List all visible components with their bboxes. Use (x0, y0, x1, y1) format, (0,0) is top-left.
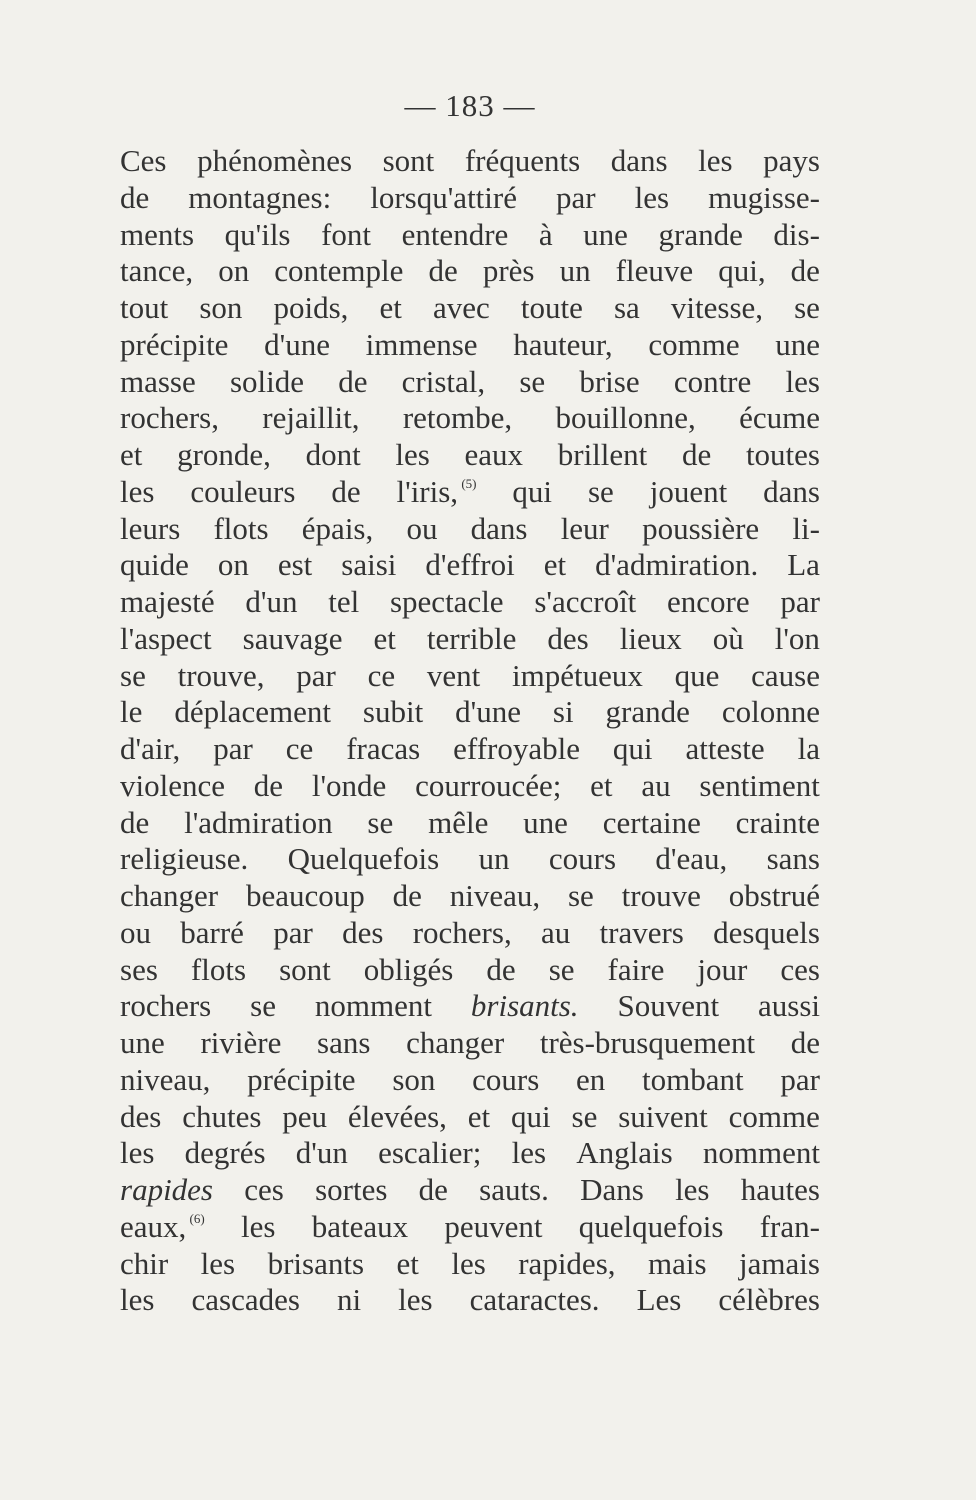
text-line: tance, on contemple de près un fleuve qui, de (120, 253, 820, 289)
text-line: de l'admiration se mêle une certaine crainte (120, 804, 820, 840)
text-line: les cascades ni les cataractes. Les célèbres (120, 1282, 820, 1318)
text-line: une rivière sans changer très-brusquement de (120, 1025, 820, 1060)
text-line: les couleurs de l'iris, $^{(5)}$ qui se jouent dans (120, 473, 820, 509)
text-line: et gronde, dont les eaux brillent de toutes (120, 437, 820, 472)
text-line: leurs flots épais, ou dans leur poussière li- (120, 510, 820, 546)
text-line: Ces phénomènes sont fréquents dans les pays (120, 143, 820, 178)
text-line: rochers se nomment brisants. Souvent aussi (120, 988, 820, 1024)
text-line: majesté d'un tel spectacle s'accroît encore par (120, 584, 820, 619)
text-line: des chutes peu élevées, et qui se suivent comme (120, 1098, 820, 1134)
text-line: chir les brisants et les rapides, mais jamais (120, 1245, 820, 1281)
text-line: masse solide de cristal, se brise contre les (120, 363, 820, 399)
page-number: — 183 — (404, 88, 536, 123)
text-line: niveau, précipite son cours en tombant par (120, 1061, 820, 1097)
body-text (120, 143, 820, 1319)
text-line: rochers, rejaillit, retombe, bouillonne, écume (120, 400, 820, 436)
text-line: rapides ces sortes de sauts. Dans les hautes (120, 1172, 820, 1207)
text-line: tout son poids, et avec toute sa vitesse, se (120, 290, 820, 325)
text-line: violence de l'onde courroucée; et au sentiment (120, 767, 820, 803)
text-line: ments qu'ils font entendre à une grande dis- (120, 216, 820, 252)
text-line: le déplacement subit d'une si grande colonne (120, 694, 820, 730)
text-line: changer beaucoup de niveau, se trouve obstrué (120, 878, 820, 913)
text-line: précipite d'une immense hauteur, comme une (120, 326, 820, 362)
text-line: l'aspect sauvage et terrible des lieux où l'on (120, 620, 820, 656)
text-line: eaux, $^{(6)}$ les bateaux peuvent quelquefois fran- (120, 1208, 820, 1244)
text-line: religieuse. Quelquefois un cours d'eau, sans (120, 841, 820, 877)
text-line: d'air, par ce fracas effroyable qui atteste la (120, 731, 820, 766)
text-line: quide on est saisi d'effroi et d'admiration. La (120, 547, 820, 583)
text-line: de montagnes: lorsqu'attiré par les mugisse- (120, 179, 820, 215)
text-line: ou barré par des rochers, au travers desquels (120, 914, 820, 950)
text-line: ses flots sont obligés de se faire jour ces (120, 951, 820, 987)
text-line: se trouve, par ce vent impétueux que cause (120, 657, 820, 693)
text-line: les degrés d'un escalier; les Anglais nomment (120, 1135, 820, 1171)
